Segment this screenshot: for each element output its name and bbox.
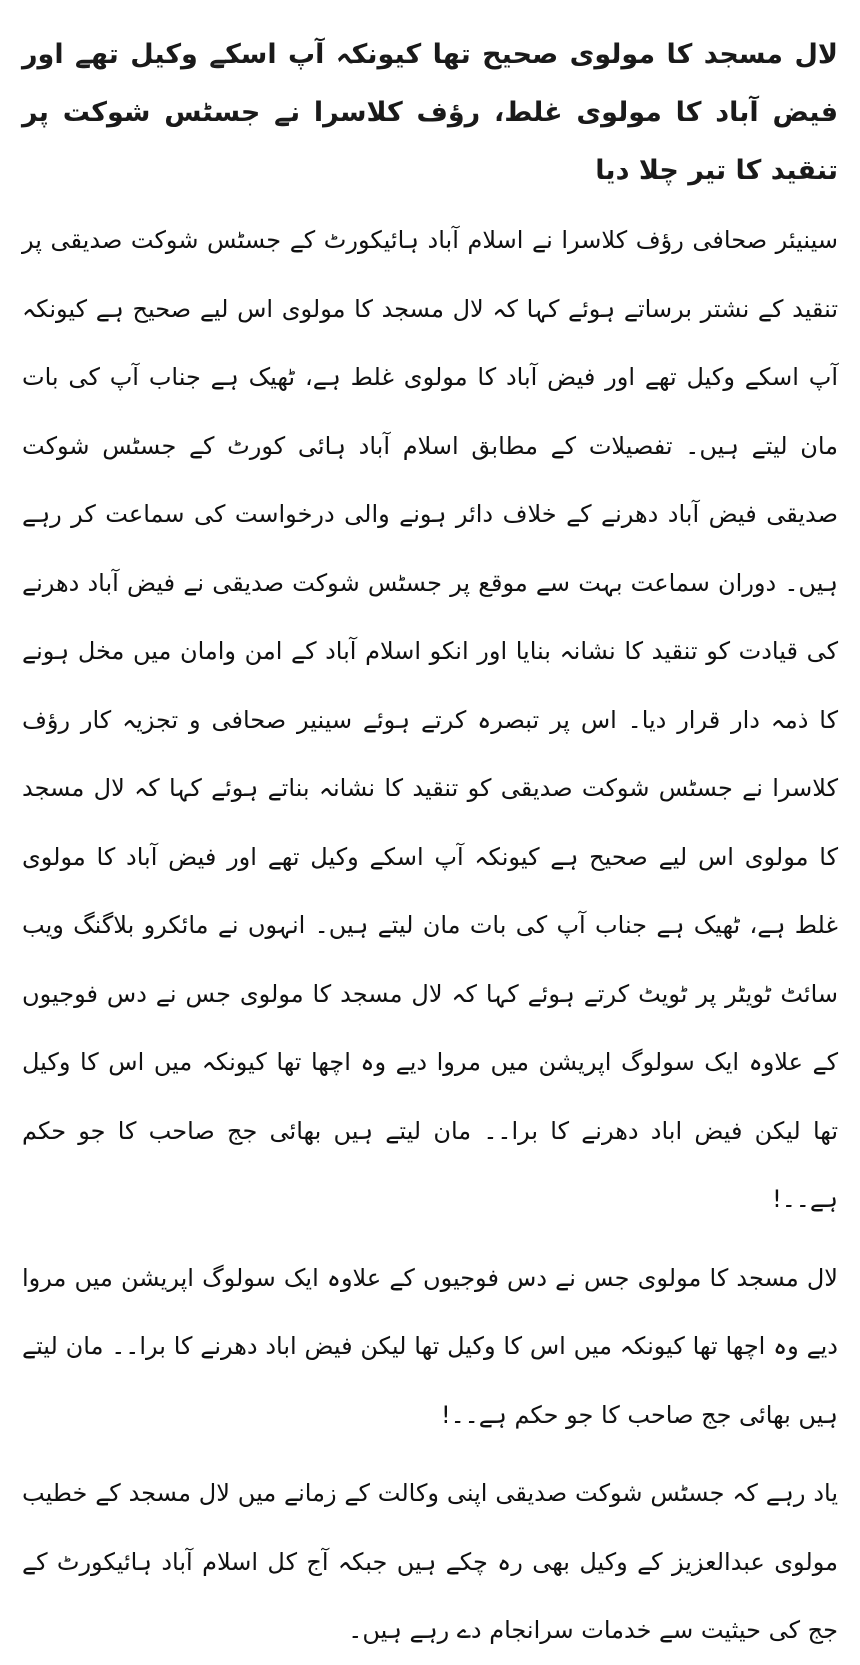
article-paragraph: لال مسجد کا مولوی جس نے دس فوجیوں کے علاوہ ایک سولوگ اپریشن میں مروا دیے وہ اچھا تھا کیونکہ میں اس کا وکیل تھا لیکن فیض اباد دھرنے کا برا۔۔ مان لیتے ہیں بھائی جج صاحب کا جو حکم ہے۔۔! [22, 1263, 838, 1429]
article-paragraph: سینیئر صحافی رؤف کلاسرا نے اسلام آباد ہائیکورٹ کے جسٹس شوکت صدیقی پر تنقید کے نشتر برساتے ہوئے کہا کہ لال مسجد کا مولوی اس لیے صحیح ہے کیونکہ آپ اسکے وکیل تھے اور فیض آباد کا مولوی غلط ہے، ٹھیک ہے جناب آپ کی بات مان لیتے ہیں۔ تفصیلات کے مطابق اسلام آباد ہائی کورٹ کے جسٹس شوکت صدیقی فیض آباد دھرنے کے خلاف دائر ہونے والی درخواست کی سماعت کر رہے ہیں۔ دوران سماعت بہت سے موقع پر جسٹس شوکت صدیقی نے فیض آباد دھرنے کی قیادت کو تنقید کا نشانہ بنایا اور انکو اسلام آباد کے امن وامان میں مخل ہونے کا ذمہ دار قرار دیا۔ اس پر تبصرہ کرتے ہوئے سینیر صحافی و تجزیہ کار رؤف کلاسرا نے جسٹس شوکت صدیقی کو تنقید کا نشانہ بناتے ہوئے کہا کہ لال مسجد کا مولوی اس لیے صحیح ہے کیونکہ آپ اسکے وکیل تھے اور فیض آباد کا مولوی غلط ہے، ٹھیک ہے جناب آپ کی بات مان لیتے ہیں۔ انہوں نے مائکرو بلاگنگ ویب سائٹ ٹویٹر پر ٹویٹ کرتے ہوئے کہا کہ لال مسجد کا مولوی جس نے دس فوجیوں کے علاوہ ایک سولوگ اپریشن میں مروا دیے وہ اچھا تھا کیونکہ میں اس کا وکیل تھا لیکن فیض اباد دھرنے کا برا۔۔ مان لیتے ہیں بھائی جج صاحب کا جو حکم ہے۔۔! [22, 226, 839, 1213]
article-headline: لال مسجد کا مولوی صحیح تھا کیونکہ آپ اسکے وکیل تھے اور فیض آباد کا مولوی غلط، رؤف کلاسرا نے جسٹس شوکت پر تنقید کا تیر چلا دیا [22, 39, 838, 186]
article-paragraph: یاد رہے کہ جسٹس شوکت صدیقی اپنی وکالت کے زمانے میں لال مسجد کے خطیب مولوی عبدالعزیز کے وکیل بھی رہ چکے ہیں جبکہ آج کل اسلام آباد ہائیکورٹ کے جج کی حیثیت سے خدمات سرانجام دے رہے ہیں۔ [22, 1479, 838, 1644]
article [22, 26, 838, 1665]
